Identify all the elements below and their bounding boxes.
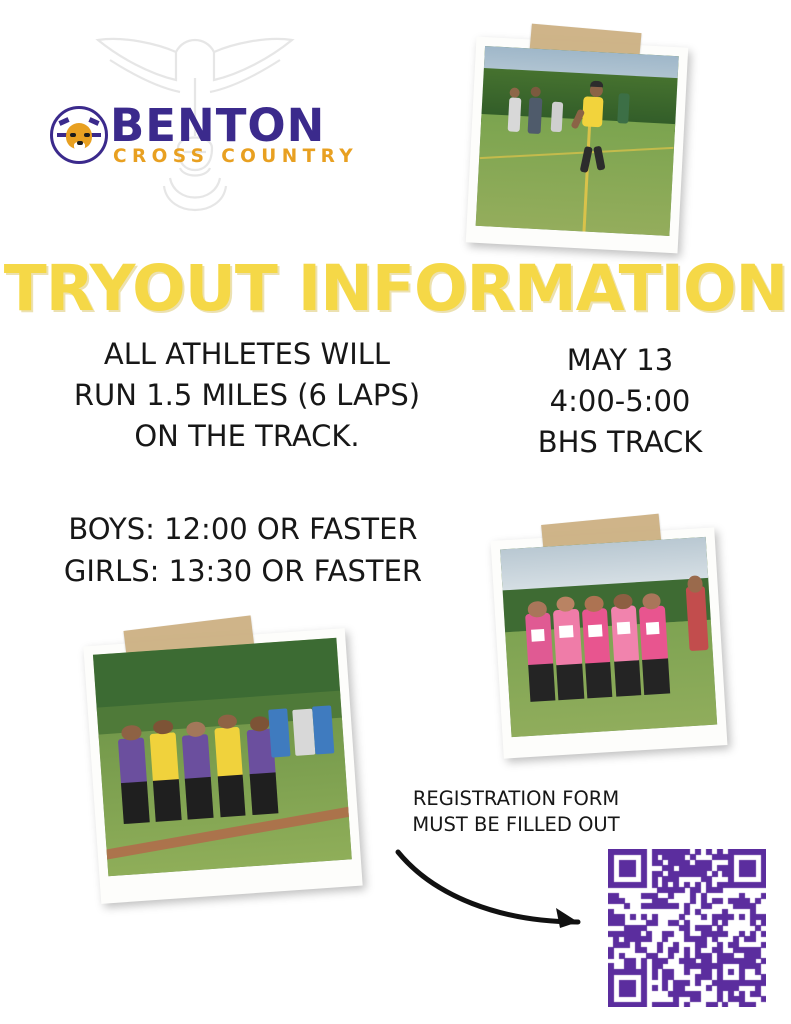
girls-time: GIRLS: 13:30 OR FASTER — [63, 554, 423, 589]
registration-line-1: REGISTRATION FORM — [412, 787, 620, 810]
curved-arrow-icon — [390, 846, 610, 936]
photo-image — [500, 537, 717, 737]
photo-image — [93, 638, 352, 876]
logo-lockup — [50, 99, 359, 167]
photo-runner-race — [466, 37, 688, 254]
registration-note — [376, 786, 656, 839]
when-where-block — [470, 340, 770, 464]
photo-girls-team — [491, 527, 728, 758]
photo-boys-start — [83, 628, 362, 904]
boys-time: BOYS: 12:00 OR FASTER — [68, 512, 418, 546]
logo-block — [40, 18, 370, 233]
registration-line-2: MUST BE FILLED OUT — [412, 813, 620, 837]
sport-name: CROSS COUNTRY — [113, 145, 359, 167]
tryout-location: BHS TRACK — [537, 425, 703, 460]
requirement-line-3: ON THE TRACK. — [134, 419, 360, 454]
page-title: TRYOUT INFORMATION — [3, 252, 788, 325]
tiger-head-icon — [50, 106, 108, 164]
requirement-line-1: ALL ATHLETES WILL — [103, 337, 391, 371]
wordmark — [110, 99, 359, 167]
tryout-date: MAY 13 — [566, 343, 674, 377]
qr-code-image — [608, 849, 766, 1007]
qualifying-times-block — [18, 508, 468, 592]
requirement-line-2: RUN 1.5 MILES (6 LAPS) — [73, 378, 421, 413]
qr-code[interactable] — [608, 849, 766, 1007]
photo-image — [476, 46, 679, 236]
school-name: BENTON — [110, 99, 326, 152]
requirement-block — [22, 334, 472, 458]
tryout-time: 4:00-5:00 — [549, 384, 691, 419]
